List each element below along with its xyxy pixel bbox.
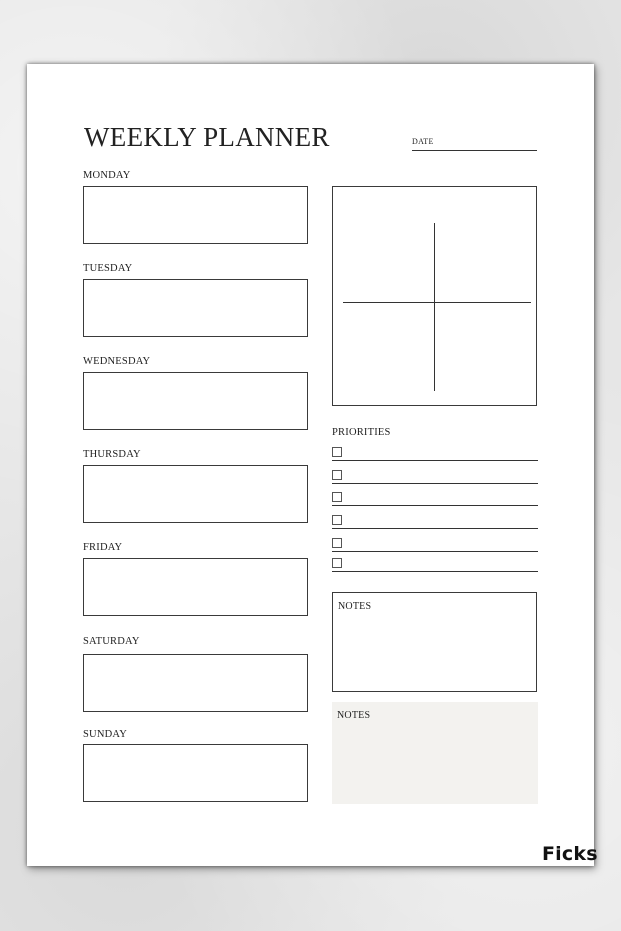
- priority-line: [332, 460, 538, 461]
- notes-label-shaded: NOTES: [337, 710, 371, 721]
- matrix-vertical-divider: [434, 223, 435, 391]
- page-title: WEEKLY PLANNER: [84, 122, 330, 152]
- priority-checkbox[interactable]: [332, 515, 342, 525]
- priority-item[interactable]: [332, 492, 538, 506]
- priority-line: [332, 551, 538, 552]
- notes-box[interactable]: [332, 592, 537, 692]
- watermark-logo: Ficks: [542, 843, 598, 865]
- day-label-friday: FRIDAY: [83, 542, 123, 553]
- priority-matrix[interactable]: [332, 186, 537, 406]
- priority-checkbox[interactable]: [332, 538, 342, 548]
- day-label-monday: MONDAY: [83, 170, 131, 181]
- date-field-line[interactable]: [412, 150, 537, 151]
- priorities-label: PRIORITIES: [332, 427, 391, 438]
- day-box-wednesday[interactable]: [83, 372, 308, 430]
- planner-sheet: [27, 64, 594, 866]
- date-label: DATE: [412, 137, 434, 146]
- day-label-sunday: SUNDAY: [83, 729, 127, 740]
- priority-item[interactable]: [332, 515, 538, 529]
- priority-checkbox[interactable]: [332, 492, 342, 502]
- day-box-friday[interactable]: [83, 558, 308, 616]
- priority-line: [332, 571, 538, 572]
- day-label-thursday: THURSDAY: [83, 449, 141, 460]
- priority-item[interactable]: [332, 558, 538, 572]
- matrix-horizontal-divider: [343, 302, 531, 303]
- day-box-monday[interactable]: [83, 186, 308, 244]
- priority-item[interactable]: [332, 470, 538, 484]
- day-box-thursday[interactable]: [83, 465, 308, 523]
- priority-checkbox[interactable]: [332, 470, 342, 480]
- priority-item[interactable]: [332, 538, 538, 552]
- priority-line: [332, 528, 538, 529]
- priority-checkbox[interactable]: [332, 558, 342, 568]
- day-box-sunday[interactable]: [83, 744, 308, 802]
- notes-box-shaded[interactable]: [332, 702, 538, 804]
- priority-checkbox[interactable]: [332, 447, 342, 457]
- day-label-tuesday: TUESDAY: [83, 263, 133, 274]
- day-label-saturday: SATURDAY: [83, 636, 140, 647]
- day-box-tuesday[interactable]: [83, 279, 308, 337]
- day-box-saturday[interactable]: [83, 654, 308, 712]
- priority-item[interactable]: [332, 447, 538, 461]
- notes-label: NOTES: [338, 601, 372, 612]
- priority-line: [332, 483, 538, 484]
- priority-line: [332, 505, 538, 506]
- day-label-wednesday: WEDNESDAY: [83, 356, 151, 367]
